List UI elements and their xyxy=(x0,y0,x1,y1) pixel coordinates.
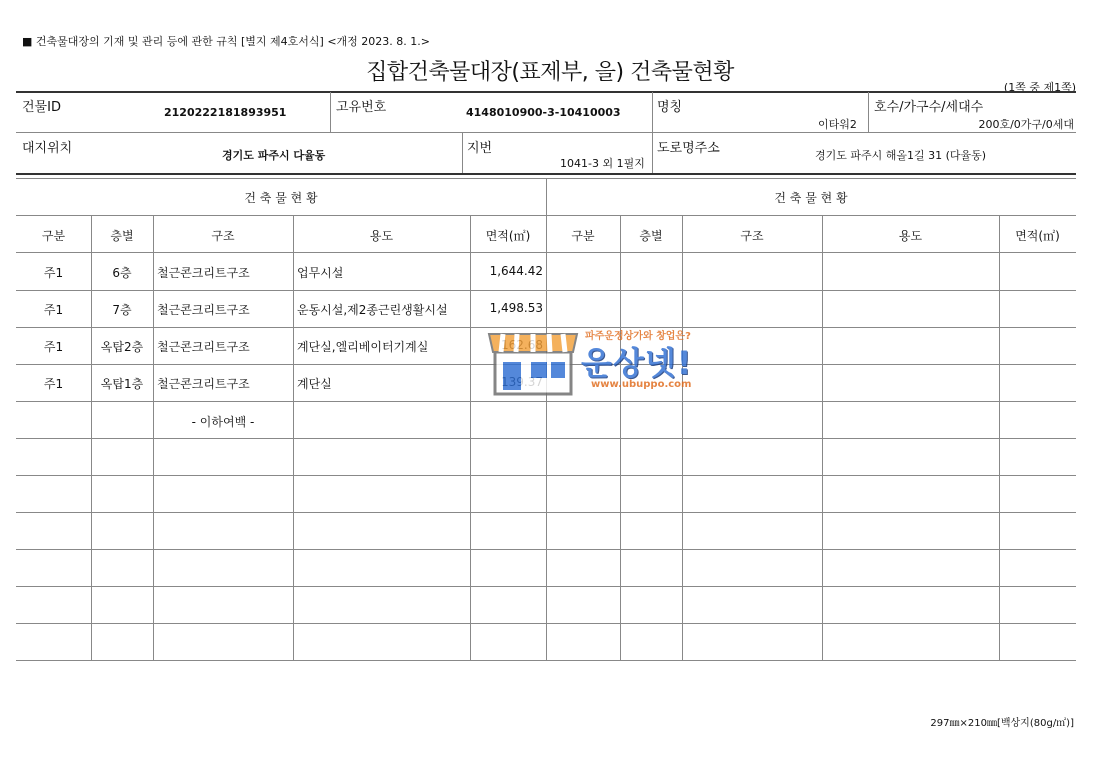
watermark-brand: 운상넷! xyxy=(581,344,693,382)
blank-note: - 이하여백 - xyxy=(191,415,255,429)
column-header-area: 면적(㎡) xyxy=(485,229,531,243)
road-address-label: 도로명주소 xyxy=(657,141,720,156)
table-row-structure: 철근콘크리트구조 xyxy=(157,340,250,354)
table-row-floor: 옥탑1층 xyxy=(100,377,144,391)
watermark-url: www.ubuppo.com xyxy=(591,379,692,390)
road-address-value: 경기도 파주시 해올1길 31 (다율동) xyxy=(815,149,987,162)
table-row-kind: 주1 xyxy=(43,266,64,280)
table-col-line xyxy=(91,215,92,660)
lot-label: 지번 xyxy=(467,141,493,156)
table-row-use: 운동시설,제2종근린생활시설 xyxy=(297,303,448,317)
units-label: 호수/가구수/세대수 xyxy=(874,100,984,115)
info-divider xyxy=(652,133,653,173)
info-row-divider xyxy=(16,132,1076,133)
info-divider xyxy=(652,92,653,132)
table-row-structure: 철근콘크리트구조 xyxy=(157,303,250,317)
table-row-kind: 주1 xyxy=(43,340,64,354)
name-label: 명칭 xyxy=(657,100,683,115)
name-value: 이타워2 xyxy=(818,118,857,131)
table-split-line xyxy=(546,179,547,660)
table-row-kind: 주1 xyxy=(43,303,64,317)
column-header-area: 면적(㎡) xyxy=(1015,229,1060,243)
info-bottom-border xyxy=(16,173,1076,175)
table-row-floor: 7층 xyxy=(112,303,132,317)
table-row-kind: 주1 xyxy=(43,377,64,391)
table-row-area: 1,498.53 xyxy=(489,301,543,315)
column-header-floor: 층별 xyxy=(110,229,134,243)
section-title-right: 건 축 물 현 황 xyxy=(774,191,848,205)
table-col-line xyxy=(620,215,621,660)
table-col-line xyxy=(293,215,294,660)
watermark-tagline: 파주운정상가와 창업은? xyxy=(585,331,691,342)
table-row-floor: 옥탑2층 xyxy=(100,340,144,354)
building-id-label: 건물ID xyxy=(22,100,61,115)
info-divider xyxy=(868,92,869,132)
page-count: (1쪽 중 제1쪽) xyxy=(1003,81,1076,94)
table-col-line xyxy=(470,215,471,660)
watermark xyxy=(485,318,725,398)
info-top-border xyxy=(16,91,1076,93)
table-col-line xyxy=(682,215,683,660)
units-value: 200호/0가구/0세대 xyxy=(978,118,1074,131)
column-header-structure: 구조 xyxy=(740,229,764,243)
table-row-floor: 6층 xyxy=(112,266,132,280)
lot-value: 1041-3 외 1필지 xyxy=(560,157,645,170)
building-id-value: 2120222181893951 xyxy=(164,106,287,119)
regulation-note: ■ 건축물대장의 기재 및 관리 등에 관한 규칙 [별지 제4호서식] <개정 2023. 8. 1.> xyxy=(22,35,430,48)
table-row-structure: 철근콘크리트구조 xyxy=(157,266,250,280)
unique-no-label: 고유번호 xyxy=(336,100,387,115)
table-row-structure: 철근콘크리트구조 xyxy=(157,377,250,391)
column-header-structure: 구조 xyxy=(211,229,235,243)
site-label: 대지위치 xyxy=(22,141,73,156)
table-col-line xyxy=(822,215,823,660)
table-row-use: 계단실,엘리베이터기계실 xyxy=(297,340,429,354)
table-row-area: 1,644.42 xyxy=(489,264,543,278)
storefront-icon xyxy=(485,318,581,398)
paper-spec-note: 297㎜×210㎜[백상지(80g/㎡)] xyxy=(930,718,1074,729)
column-header-floor: 층별 xyxy=(639,229,663,243)
column-header-use: 용도 xyxy=(369,229,394,243)
site-value: 경기도 파주시 다율동 xyxy=(222,149,326,162)
table-row-use: 업무시설 xyxy=(297,266,344,280)
table-col-line xyxy=(153,215,154,660)
table-row-use: 계단실 xyxy=(297,377,332,391)
table-bottom-border xyxy=(16,660,1076,661)
document-title: 집합건축물대장(표제부, 을) 건축물현황 xyxy=(366,60,734,85)
section-title-left: 건 축 물 현 황 xyxy=(244,191,318,205)
info-divider xyxy=(330,92,331,132)
unique-no-value: 4148010900-3-10410003 xyxy=(466,106,621,119)
table-col-line xyxy=(999,215,1000,660)
column-header-kind: 구분 xyxy=(41,229,66,243)
column-header-kind: 구분 xyxy=(571,229,595,243)
column-header-use: 용도 xyxy=(898,229,923,243)
info-divider xyxy=(462,133,463,173)
